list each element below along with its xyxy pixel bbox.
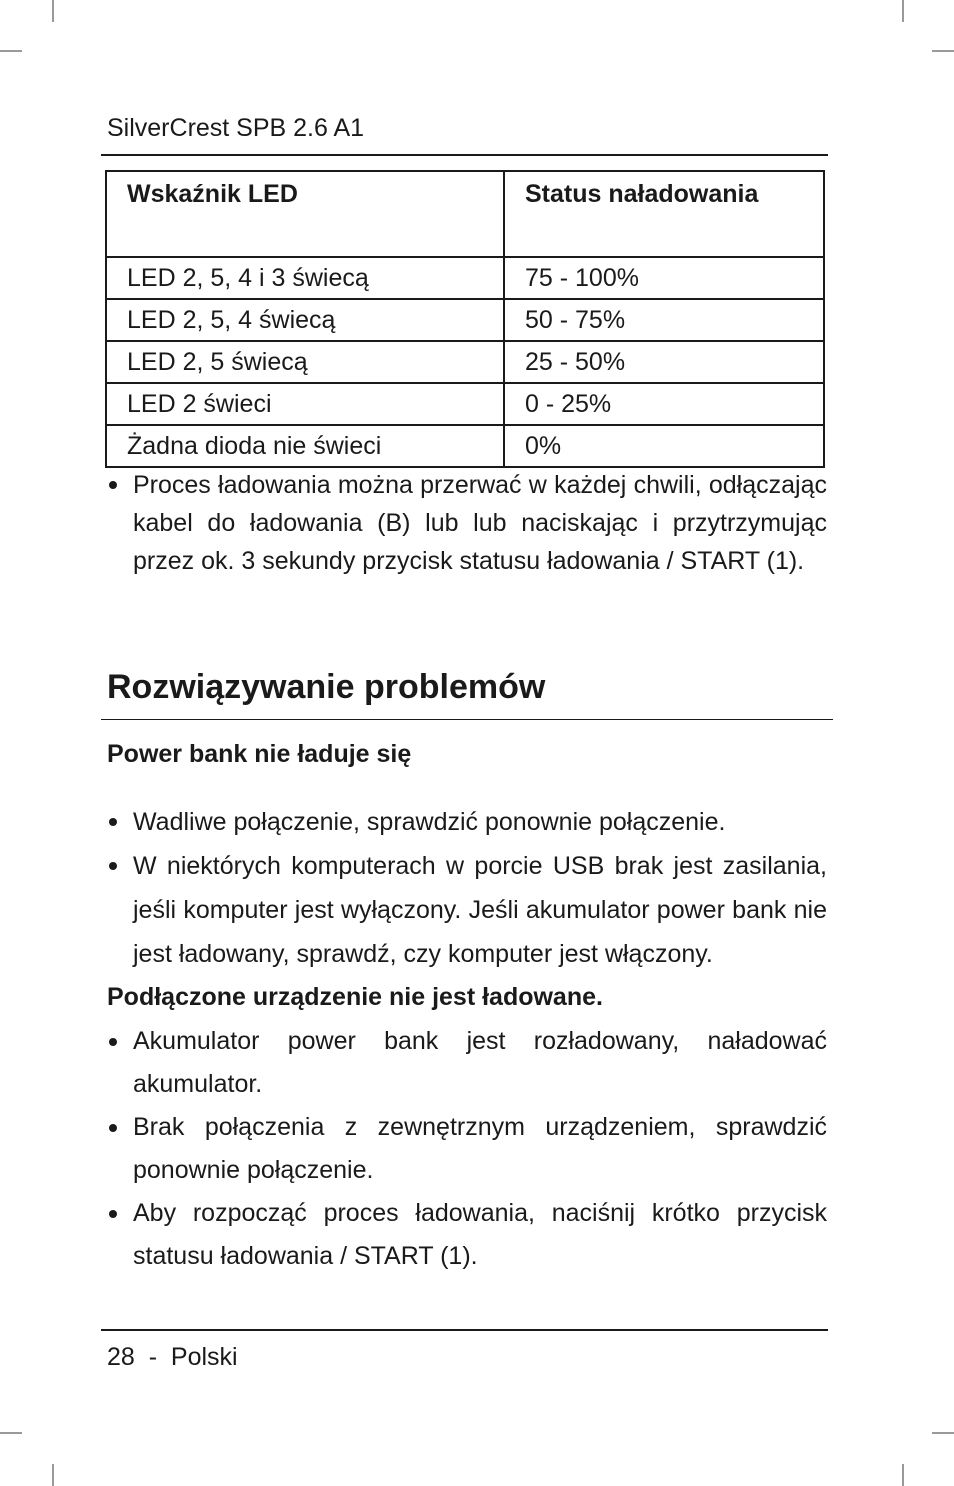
- list-item: Brak połączenia z zewnętrznym urządzeniem, sprawdzić ponownie połączenie.: [107, 1106, 827, 1192]
- troubleshooting-list: [107, 1020, 827, 1278]
- footer-rule: [101, 1329, 828, 1331]
- crop-mark: [52, 1464, 54, 1486]
- crop-mark: [52, 0, 54, 22]
- header-rule: [101, 154, 828, 156]
- section-rule: [101, 719, 833, 720]
- table-cell: LED 2, 5, 4 i 3 świecą: [106, 257, 504, 299]
- table-row: [106, 425, 824, 467]
- table-header-row: [106, 171, 824, 257]
- page-number: 28 - Polski: [107, 1343, 238, 1371]
- list-item: Wadliwe połączenie, sprawdzić ponownie połączenie.: [107, 800, 827, 844]
- table-cell: 0 - 25%: [504, 383, 824, 425]
- troubleshooting-list: [107, 800, 827, 976]
- table-header-cell: [504, 171, 824, 257]
- crop-mark: [0, 50, 22, 52]
- table-cell: LED 2, 5 świecą: [106, 341, 504, 383]
- table-row: [106, 257, 824, 299]
- table-cell: 75 - 100%: [504, 257, 824, 299]
- crop-mark: [932, 1432, 954, 1434]
- table-row: [106, 341, 824, 383]
- list-item: Proces ładowania można przerwać w każdej chwili, odłączając kabel do ładowania (B) lub lub naciskając i przytrzymując przez ok. 3 sekundy przycisk statusu ładowania / START (1).: [107, 466, 827, 580]
- crop-mark: [0, 1432, 22, 1434]
- subheading-device: Podłączone urządzenie nie jest ładowane.: [107, 983, 603, 1011]
- table-row: [106, 383, 824, 425]
- list-item: W niektórych komputerach w porcie USB brak jest zasilania, jeśli komputer jest wyłączony. Jeśli akumulator power bank nie jest ładowany, sprawdź, czy komputer jest włączony.: [107, 844, 827, 976]
- led-status-table: [105, 170, 825, 468]
- table-header-text: Status naładowania: [525, 180, 759, 208]
- note-list: [107, 466, 827, 580]
- table-cell: LED 2 świeci: [106, 383, 504, 425]
- crop-mark: [902, 1464, 904, 1486]
- table-cell: 0%: [504, 425, 824, 467]
- crop-mark: [932, 50, 954, 52]
- list-item: Aby rozpocząć proces ładowania, naciśnij krótko przycisk statusu ładowania / START (1).: [107, 1192, 827, 1278]
- table-cell: Żadna dioda nie świeci: [106, 425, 504, 467]
- crop-mark: [902, 0, 904, 22]
- table-header-cell: Wskaźnik LED: [106, 171, 504, 257]
- subheading-power-bank: Power bank nie ładuje się: [107, 740, 412, 768]
- document-header-title: SilverCrest SPB 2.6 A1: [107, 114, 365, 142]
- table-cell: LED 2, 5, 4 świecą: [106, 299, 504, 341]
- list-item: Akumulator power bank jest rozładowany, naładować akumulator.: [107, 1020, 827, 1106]
- table-cell: 25 - 50%: [504, 341, 824, 383]
- section-title: Rozwiązywanie problemów: [107, 668, 546, 706]
- table-cell: 50 - 75%: [504, 299, 824, 341]
- table-row: [106, 299, 824, 341]
